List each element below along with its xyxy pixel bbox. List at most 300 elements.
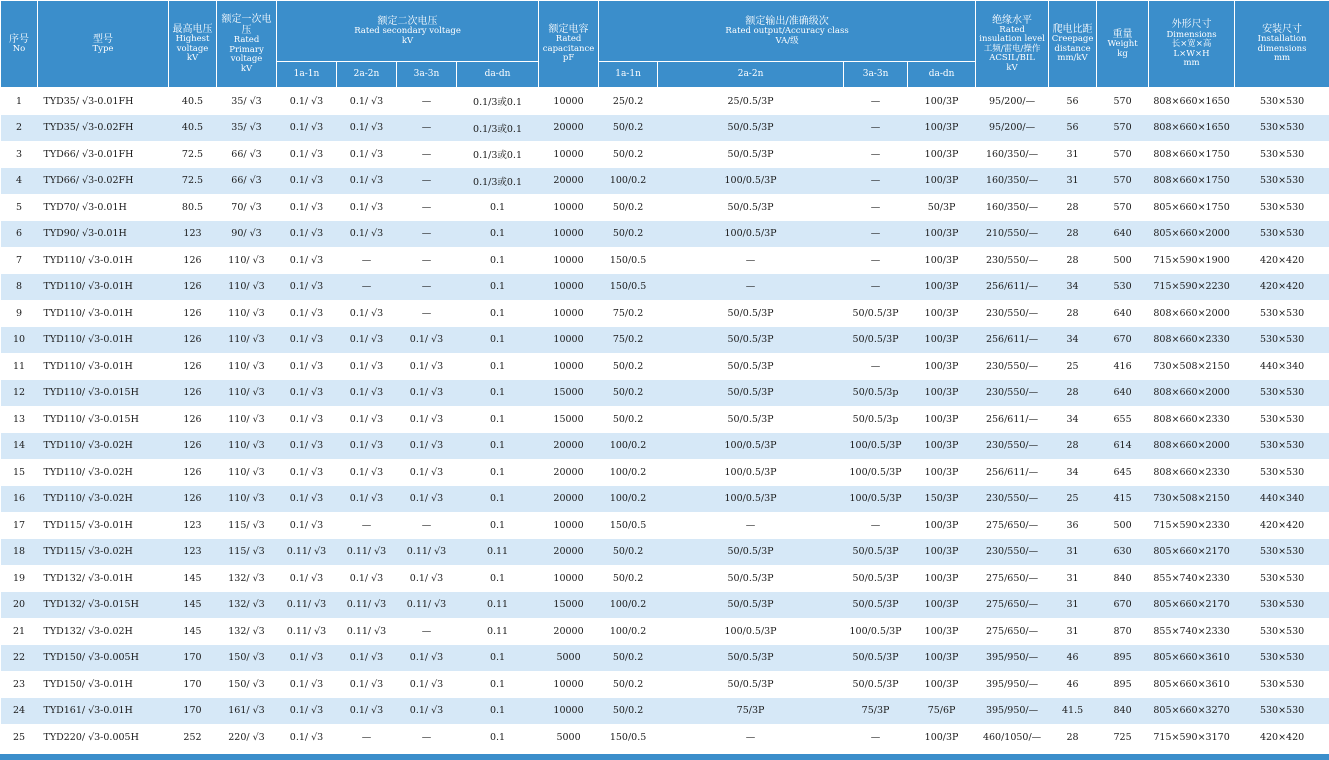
- table-cell: TYD110/ √3-0.02H: [38, 433, 169, 460]
- table-cell: 31: [1049, 618, 1097, 645]
- table-cell: 100/3P: [908, 274, 976, 301]
- table-cell: 28: [1049, 194, 1097, 221]
- table-cell: 645: [1097, 459, 1149, 486]
- table-cell: 0.1/ √3: [337, 115, 397, 142]
- table-cell: 570: [1097, 141, 1149, 168]
- table-cell: TYD150/ √3-0.01H: [38, 671, 169, 698]
- table-cell: —: [397, 724, 457, 751]
- table-cell: 256/611/—: [976, 459, 1049, 486]
- table-cell: 100/3P: [908, 565, 976, 592]
- table-cell: —: [844, 221, 908, 248]
- table-cell: 50/0.5/3P: [658, 141, 844, 168]
- header-weight: [1097, 1, 1149, 88]
- table-cell: 0.1/3或0.1: [457, 115, 539, 142]
- table-cell: 210/550/—: [976, 221, 1049, 248]
- table-cell: 20000: [539, 115, 599, 142]
- table-cell: 530×530: [1235, 698, 1329, 725]
- table-cell: 50/0.2: [599, 698, 658, 725]
- table-cell: 256/611/—: [976, 327, 1049, 354]
- table-cell: 35/ √3: [217, 88, 277, 115]
- table-cell: 100/0.5/3P: [844, 486, 908, 513]
- table-cell: 0.11: [457, 618, 539, 645]
- table-cell: 10: [1, 327, 38, 354]
- header-zh: 额定电容: [548, 24, 589, 36]
- table-cell: 0.1/ √3: [277, 221, 337, 248]
- table-row: [1, 486, 1329, 513]
- header-out-3a-3n: 3a-3n: [844, 62, 908, 88]
- header-sub: 长×宽×高: [1171, 39, 1212, 50]
- table-cell: 0.1: [457, 274, 539, 301]
- table-cell: —: [658, 724, 844, 751]
- table-cell: 25/0.5/3P: [658, 88, 844, 115]
- table-cell: 10000: [539, 565, 599, 592]
- table-cell: 256/611/—: [976, 406, 1049, 433]
- table-cell: 50/0.5/3P: [844, 300, 908, 327]
- table-cell: 100/3P: [908, 592, 976, 619]
- table-cell: 0.1/ √3: [277, 645, 337, 672]
- header-output: [599, 1, 976, 62]
- table-cell: 161/ √3: [217, 698, 277, 725]
- table-cell: 25: [1049, 486, 1097, 513]
- table-cell: 0.1/3或0.1: [457, 88, 539, 115]
- table-cell: 420×420: [1235, 724, 1329, 751]
- table-cell: 805×660×2000: [1149, 221, 1235, 248]
- bottom-bar: [0, 754, 1329, 760]
- table-row: [1, 592, 1329, 619]
- table-cell: TYD220/ √3-0.005H: [38, 724, 169, 751]
- table-cell: 12: [1, 380, 38, 407]
- table-cell: TYD110/ √3-0.01H: [38, 353, 169, 380]
- table-cell: 808×660×1650: [1149, 88, 1235, 115]
- table-cell: 840: [1097, 565, 1149, 592]
- table-cell: 100/3P: [908, 671, 976, 698]
- header-zh: 最高电压: [172, 24, 213, 36]
- table-cell: 20000: [539, 433, 599, 460]
- table-cell: 0.1/ √3: [277, 247, 337, 274]
- header-sub: L×W×H: [1173, 48, 1210, 59]
- table-cell: TYD66/ √3-0.01FH: [38, 141, 169, 168]
- table-cell: 805×660×2170: [1149, 592, 1235, 619]
- table-cell: 0.1/ √3: [277, 406, 337, 433]
- table-row: [1, 168, 1329, 195]
- table-cell: 1: [1, 88, 38, 115]
- table-cell: 0.1/ √3: [337, 88, 397, 115]
- table-cell: 275/650/—: [976, 618, 1049, 645]
- table-cell: 126: [169, 327, 217, 354]
- header-zh: 重量: [1112, 28, 1133, 40]
- table-cell: 0.1/ √3: [397, 380, 457, 407]
- table-cell: —: [397, 300, 457, 327]
- table-cell: 72.5: [169, 168, 217, 195]
- table-cell: 5000: [539, 724, 599, 751]
- header-sec-da-dn: da-dn: [457, 62, 539, 88]
- table-cell: 100/0.5/3P: [658, 618, 844, 645]
- table-cell: —: [397, 115, 457, 142]
- table-cell: 530×530: [1235, 380, 1329, 407]
- table-cell: 22: [1, 645, 38, 672]
- table-cell: 0.1/ √3: [337, 327, 397, 354]
- table-cell: 0.1/3或0.1: [457, 168, 539, 195]
- table-cell: 46: [1049, 645, 1097, 672]
- table-cell: 100/0.2: [599, 433, 658, 460]
- table-cell: 145: [169, 618, 217, 645]
- table-cell: TYD90/ √3-0.01H: [38, 221, 169, 248]
- table-cell: 28: [1049, 300, 1097, 327]
- table-cell: 230/550/—: [976, 433, 1049, 460]
- table-cell: 50/0.5/3P: [844, 592, 908, 619]
- table-cell: 150/0.5: [599, 512, 658, 539]
- table-cell: 808×660×2000: [1149, 300, 1235, 327]
- table-cell: TYD115/ √3-0.02H: [38, 539, 169, 566]
- table-cell: 0.11/ √3: [337, 539, 397, 566]
- table-row: [1, 221, 1329, 248]
- table-row: [1, 539, 1329, 566]
- table-cell: 115/ √3: [217, 512, 277, 539]
- table-cell: 75/3P: [658, 698, 844, 725]
- table-cell: 40.5: [169, 115, 217, 142]
- table-cell: 805×660×2170: [1149, 539, 1235, 566]
- table-cell: 90/ √3: [217, 221, 277, 248]
- table-cell: 10000: [539, 671, 599, 698]
- table-cell: 100/0.5/3P: [658, 433, 844, 460]
- table-cell: 126: [169, 380, 217, 407]
- table-cell: 0.1/ √3: [397, 406, 457, 433]
- table-cell: 10000: [539, 698, 599, 725]
- table-cell: 50/0.5/3P: [658, 327, 844, 354]
- header-out-2a-2n: 2a-2n: [658, 62, 844, 88]
- table-cell: 0.1/ √3: [277, 300, 337, 327]
- table-cell: 805×660×3270: [1149, 698, 1235, 725]
- table-cell: 0.1/ √3: [277, 459, 337, 486]
- table-cell: 808×660×1750: [1149, 141, 1235, 168]
- table-cell: 0.1: [457, 645, 539, 672]
- table-cell: 0.1/ √3: [397, 565, 457, 592]
- table-cell: 100/0.2: [599, 459, 658, 486]
- table-cell: 530×530: [1235, 645, 1329, 672]
- table-cell: 808×660×2000: [1149, 380, 1235, 407]
- table-cell: 50/0.5/3P: [658, 671, 844, 698]
- table-cell: 0.1/ √3: [397, 671, 457, 698]
- table-cell: TYD70/ √3-0.01H: [38, 194, 169, 221]
- table-cell: 500: [1097, 512, 1149, 539]
- table-cell: 0.1/ √3: [397, 698, 457, 725]
- table-cell: 416: [1097, 353, 1149, 380]
- table-cell: —: [397, 88, 457, 115]
- table-cell: 126: [169, 486, 217, 513]
- table-cell: 870: [1097, 618, 1149, 645]
- table-cell: 66/ √3: [217, 141, 277, 168]
- table-cell: —: [397, 618, 457, 645]
- table-cell: 126: [169, 406, 217, 433]
- header-zh: 外形尺寸: [1171, 19, 1212, 31]
- table-cell: —: [397, 194, 457, 221]
- table-cell: 230/550/—: [976, 247, 1049, 274]
- table-cell: 50/0.5/3P: [844, 327, 908, 354]
- table-row: [1, 512, 1329, 539]
- table-cell: 805×660×3610: [1149, 671, 1235, 698]
- table-cell: 0.1/ √3: [397, 645, 457, 672]
- table-row: [1, 88, 1329, 115]
- table-cell: 70/ √3: [217, 194, 277, 221]
- table-cell: 855×740×2330: [1149, 565, 1235, 592]
- table-cell: 230/550/—: [976, 300, 1049, 327]
- table-cell: TYD110/ √3-0.015H: [38, 380, 169, 407]
- table-cell: 123: [169, 512, 217, 539]
- table-cell: 4: [1, 168, 38, 195]
- table-cell: 20000: [539, 168, 599, 195]
- table-cell: —: [337, 724, 397, 751]
- table-cell: 0.1/ √3: [397, 459, 457, 486]
- table-cell: 126: [169, 459, 217, 486]
- table-cell: 730×508×2150: [1149, 353, 1235, 380]
- table-cell: 20: [1, 592, 38, 619]
- header-zh: 额定输出/准确级次: [745, 15, 829, 27]
- table-cell: —: [397, 274, 457, 301]
- table-cell: 808×660×2330: [1149, 327, 1235, 354]
- table-cell: 0.1/ √3: [337, 353, 397, 380]
- table-cell: 50/0.2: [599, 380, 658, 407]
- table-cell: 0.1: [457, 300, 539, 327]
- table-cell: 100/3P: [908, 221, 976, 248]
- table-cell: 50/0.2: [599, 645, 658, 672]
- table-cell: 28: [1049, 380, 1097, 407]
- table-cell: 0.1/ √3: [337, 645, 397, 672]
- table-cell: 50/0.5/3P: [844, 671, 908, 698]
- table-cell: TYD110/ √3-0.01H: [38, 247, 169, 274]
- table-cell: 24: [1, 698, 38, 725]
- table-row: [1, 194, 1329, 221]
- table-cell: 0.1: [457, 698, 539, 725]
- header-creepage: [1049, 1, 1097, 88]
- table-cell: 34: [1049, 459, 1097, 486]
- table-cell: 670: [1097, 327, 1149, 354]
- table-cell: 110/ √3: [217, 486, 277, 513]
- table-cell: 170: [169, 671, 217, 698]
- table-cell: —: [397, 512, 457, 539]
- table-cell: 46: [1049, 671, 1097, 698]
- table-cell: 0.1/ √3: [277, 486, 337, 513]
- table-cell: 0.1: [457, 565, 539, 592]
- table-cell: 50/0.2: [599, 406, 658, 433]
- table-cell: 10000: [539, 327, 599, 354]
- table-cell: 0.1/ √3: [337, 141, 397, 168]
- table-row: [1, 671, 1329, 698]
- table-cell: 34: [1049, 327, 1097, 354]
- table-cell: 160/350/—: [976, 168, 1049, 195]
- table-row: [1, 247, 1329, 274]
- table-cell: 0.1: [457, 433, 539, 460]
- table-cell: 10000: [539, 247, 599, 274]
- table-cell: —: [844, 115, 908, 142]
- table-cell: 0.1/ √3: [277, 724, 337, 751]
- table-cell: 570: [1097, 115, 1149, 142]
- table-cell: 0.1/ √3: [397, 486, 457, 513]
- table-cell: 150/0.5: [599, 247, 658, 274]
- table-cell: 126: [169, 274, 217, 301]
- table-cell: —: [844, 353, 908, 380]
- table-cell: 0.1/ √3: [337, 486, 397, 513]
- table-cell: 110/ √3: [217, 353, 277, 380]
- table-cell: 23: [1, 671, 38, 698]
- table-cell: 31: [1049, 539, 1097, 566]
- table-cell: 0.1: [457, 380, 539, 407]
- header-unit: kV: [186, 53, 199, 64]
- table-cell: 256/611/—: [976, 274, 1049, 301]
- table-cell: 0.1: [457, 327, 539, 354]
- table-cell: 0.1: [457, 221, 539, 248]
- table-row: [1, 141, 1329, 168]
- header-rated-primary: [217, 1, 277, 88]
- table-cell: 715×590×1900: [1149, 247, 1235, 274]
- table-cell: 50/0.5/3P: [844, 565, 908, 592]
- table-cell: 0.1/ √3: [337, 671, 397, 698]
- table-cell: 50/0.5/3P: [658, 565, 844, 592]
- table-cell: 100/3P: [908, 433, 976, 460]
- header-unit: kV: [1006, 62, 1018, 73]
- table-cell: 100/3P: [908, 512, 976, 539]
- header-out-da-dn: da-dn: [908, 62, 976, 88]
- table-cell: 0.11: [457, 592, 539, 619]
- table-cell: 0.1/ √3: [277, 115, 337, 142]
- table-cell: 0.1/ √3: [397, 433, 457, 460]
- table-cell: 25/0.2: [599, 88, 658, 115]
- table-cell: TYD132/ √3-0.02H: [38, 618, 169, 645]
- table-cell: —: [844, 168, 908, 195]
- table-cell: 420×420: [1235, 274, 1329, 301]
- table-header: [1, 1, 1329, 88]
- table-cell: 0.11/ √3: [397, 539, 457, 566]
- table-cell: 50/0.5/3P: [658, 115, 844, 142]
- table-cell: 75/0.2: [599, 300, 658, 327]
- table-cell: 150/ √3: [217, 671, 277, 698]
- table-cell: TYD110/ √3-0.02H: [38, 486, 169, 513]
- table-cell: —: [844, 274, 908, 301]
- table-cell: —: [337, 512, 397, 539]
- table-cell: 395/950/—: [976, 645, 1049, 672]
- table-cell: 0.1/ √3: [277, 353, 337, 380]
- table-cell: 50/0.2: [599, 539, 658, 566]
- table-cell: 10000: [539, 300, 599, 327]
- table-cell: 0.1/ √3: [337, 433, 397, 460]
- table-cell: 0.1: [457, 512, 539, 539]
- table-cell: 10000: [539, 274, 599, 301]
- table-cell: 0.1/ √3: [337, 459, 397, 486]
- header-capacitance: [539, 1, 599, 88]
- table-row: [1, 406, 1329, 433]
- table-cell: 123: [169, 221, 217, 248]
- table-cell: 0.11/ √3: [277, 592, 337, 619]
- header-unit: mm/kV: [1057, 53, 1088, 64]
- table-cell: 25: [1, 724, 38, 751]
- table-cell: 110/ √3: [217, 459, 277, 486]
- table-cell: 530×530: [1235, 433, 1329, 460]
- table-cell: 0.11/ √3: [337, 592, 397, 619]
- table-cell: 15000: [539, 592, 599, 619]
- header-en: Type: [92, 43, 114, 54]
- table-cell: TYD66/ √3-0.02FH: [38, 168, 169, 195]
- table-cell: 715×590×3170: [1149, 724, 1235, 751]
- table-cell: 100/3P: [908, 168, 976, 195]
- table-cell: 75/0.2: [599, 327, 658, 354]
- table-cell: 100/3P: [908, 327, 976, 354]
- table-row: [1, 300, 1329, 327]
- table-cell: 10000: [539, 194, 599, 221]
- table-cell: 31: [1049, 141, 1097, 168]
- header-zh: 安装尺寸: [1262, 24, 1303, 36]
- table-cell: 100/3P: [908, 406, 976, 433]
- table-cell: 0.1/ √3: [277, 512, 337, 539]
- table-cell: 570: [1097, 88, 1149, 115]
- table-cell: 395/950/—: [976, 671, 1049, 698]
- header-en: Dimensions: [1166, 29, 1217, 40]
- table-cell: 17: [1, 512, 38, 539]
- table-cell: 0.1: [457, 194, 539, 221]
- table-cell: 11: [1, 353, 38, 380]
- table-cell: 10000: [539, 512, 599, 539]
- table-cell: 28: [1049, 433, 1097, 460]
- table-cell: 50/0.2: [599, 353, 658, 380]
- header-en: No: [12, 43, 26, 54]
- table-cell: 41.5: [1049, 698, 1097, 725]
- header-en: Rated insulation level: [979, 24, 1045, 45]
- table-cell: 126: [169, 300, 217, 327]
- table-cell: 50/0.5/3P: [658, 592, 844, 619]
- table-cell: 530×530: [1235, 141, 1329, 168]
- table-cell: 0.1/ √3: [397, 353, 457, 380]
- header-en: Highest voltage: [175, 34, 210, 54]
- table-cell: 150/ √3: [217, 645, 277, 672]
- table-cell: 530×530: [1235, 115, 1329, 142]
- table-cell: 110/ √3: [217, 247, 277, 274]
- table-cell: 0.11/ √3: [277, 539, 337, 566]
- table-cell: 0.11/ √3: [397, 592, 457, 619]
- table-cell: 160/350/—: [976, 141, 1049, 168]
- table-cell: 110/ √3: [217, 274, 277, 301]
- header-rated-secondary: [277, 1, 539, 62]
- table-cell: 50/0.5/3P: [658, 406, 844, 433]
- table-cell: 0.1/ √3: [337, 565, 397, 592]
- table-cell: 50/3P: [908, 194, 976, 221]
- header-en: Creepage distance: [1051, 34, 1094, 54]
- table-cell: 115/ √3: [217, 539, 277, 566]
- table-row: [1, 327, 1329, 354]
- table-cell: 570: [1097, 168, 1149, 195]
- table-cell: 13: [1, 406, 38, 433]
- table-row: [1, 433, 1329, 460]
- table-cell: 0.1/ √3: [277, 327, 337, 354]
- table-cell: 530×530: [1235, 168, 1329, 195]
- table-cell: 530×530: [1235, 618, 1329, 645]
- table-cell: 530×530: [1235, 539, 1329, 566]
- table-cell: 530×530: [1235, 565, 1329, 592]
- table-cell: 95/200/—: [976, 88, 1049, 115]
- table-cell: 715×590×2330: [1149, 512, 1235, 539]
- table-cell: TYD150/ √3-0.005H: [38, 645, 169, 672]
- table-cell: 16: [1, 486, 38, 513]
- table-cell: 100/3P: [908, 724, 976, 751]
- table-cell: —: [658, 512, 844, 539]
- table-cell: 0.1/ √3: [337, 194, 397, 221]
- header-no: [1, 1, 38, 88]
- table-row: [1, 698, 1329, 725]
- table-cell: 75/6P: [908, 698, 976, 725]
- table-cell: TYD110/ √3-0.02H: [38, 459, 169, 486]
- table-cell: 530×530: [1235, 194, 1329, 221]
- table-row: [1, 724, 1329, 751]
- table-cell: —: [844, 724, 908, 751]
- table-cell: 100/3P: [908, 141, 976, 168]
- table-cell: 100/0.5/3P: [658, 486, 844, 513]
